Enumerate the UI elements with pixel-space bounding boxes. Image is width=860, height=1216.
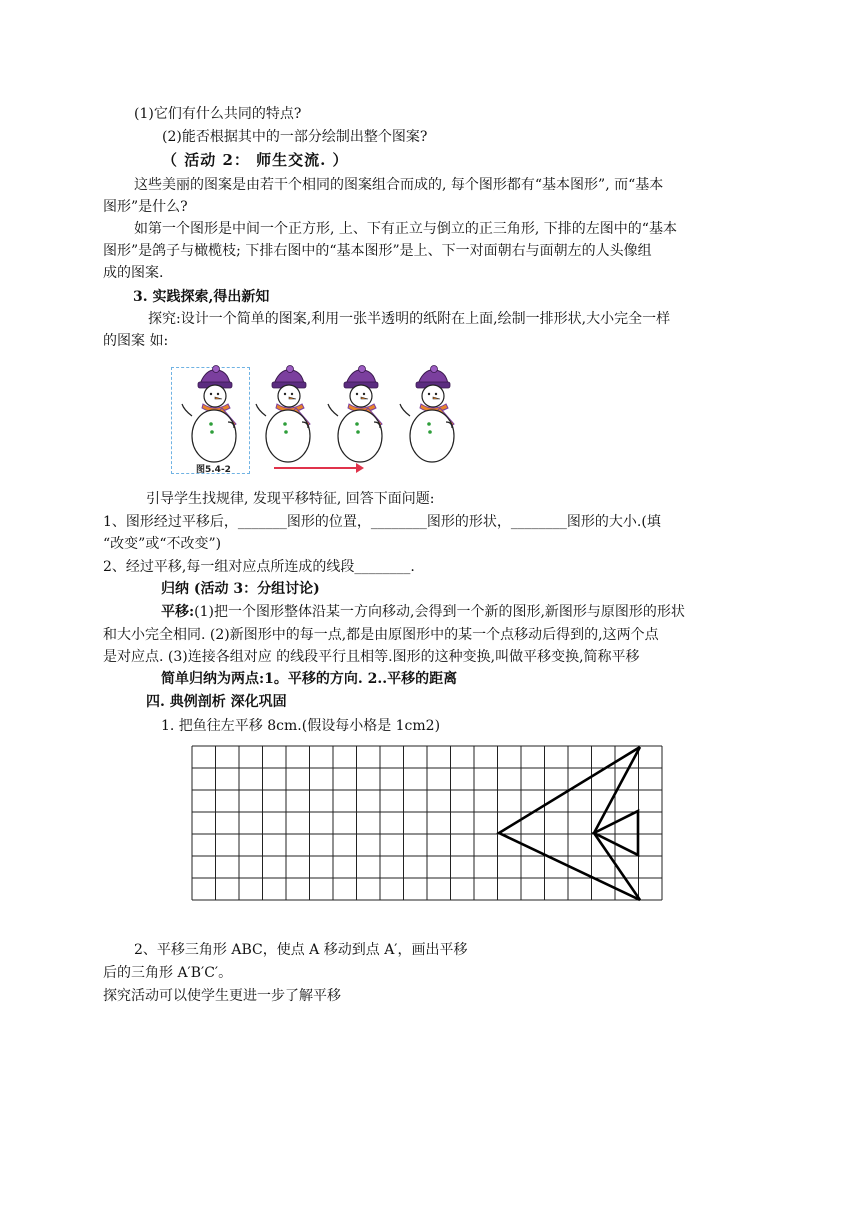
definition-text-1: (1)把一个图形整体沿某一方向移动,会得到一个新的图形,新图形与原图形的形状 [194,604,685,620]
definition-line-1 [161,602,685,622]
fill-question-2: 2、经过平移,每一组对应点所连成的线段________. [103,559,415,575]
definition-term: 平移: [161,604,195,620]
snowman-4 [400,366,454,463]
fill-question-1-line-2: “改变”或“不改变”) [103,536,222,552]
question-2: (2)能否根据其中的一部分绘制出整个图案? [162,129,428,145]
two-points-summary: 简单归纳为两点:1。平移的方向. 2..平移的距离 [161,671,458,687]
ending-line: 探究活动可以使学生更进一步了解平移 [103,988,341,1004]
definition-line-2: 和大小完全相同. (2)新图形中的每一点,都是由原图形中的某一个点移动后得到的,这两个点 [103,627,659,643]
translation-arrow [272,462,366,474]
question-1: (1)它们有什么共同的特点? [134,106,302,122]
fish-fin-triangle [594,811,638,855]
fish-grid [190,745,666,903]
snowman-2 [256,366,310,463]
snowman-3 [328,366,382,463]
example-2-line-2: 后的三角形 A′B′C′。 [103,965,233,981]
paragraph-1-line-2: 图形”是什么? [103,199,188,215]
example-2-line-1: 2、平移三角形 ABC，使点 A 移动到点 A′，画出平移 [134,942,468,958]
paragraph-2-line-3: 成的图案. [103,265,164,281]
paragraph-2-line-1: 如第一个图形是中间一个正方形, 上、下有正立与倒立的正三角形, 下排的左图中的“基本 [134,221,677,237]
section-4-heading: 四. 典例剖析 深化巩固 [146,694,287,710]
paragraph-1-line-1: 这些美丽的图案是由若干个相同的图案组合而成的, 每个图形都有“基本图形”, 而“基本 [134,177,664,193]
section-3-heading: 3. 实践探索,得出新知 [133,289,270,305]
snowman-1 [182,366,236,463]
paragraph-2-line-2: 图形”是鸽子与橄榄枝; 下排右图中的“基本图形”是上、下一对面朝右与面朝左的人头像组 [103,243,652,259]
definition-line-3: 是对应点. (3)连接各组对应 的线段平行且相等.图形的这种变换,叫做平移变换,简称平移 [103,649,640,665]
guide-line: 引导学生找规律, 发现平移特征, 回答下面问题: [146,491,435,507]
summary-heading: 归纳 (活动 3：分组讨论) [161,581,320,597]
figure-caption: 图5.4-2 [196,465,231,475]
fish-body-outline [499,747,640,900]
fill-question-1-line-1: 1、图形经过平移后，_______图形的位置，________图形的形状，________图形的大小.(填 [103,514,661,530]
activity-2-heading: （ 活动 2： 师生交流. ） [162,151,349,169]
example-1: 1. 把鱼往左平移 8cm.(假设每小格是 1cm2) [161,718,441,734]
explore-line-2: 的图案 如: [103,333,169,349]
explore-line-1: 探究:设计一个简单的图案,利用一张半透明的纸附在上面,绘制一排形状,大小完全一样 [148,311,671,327]
